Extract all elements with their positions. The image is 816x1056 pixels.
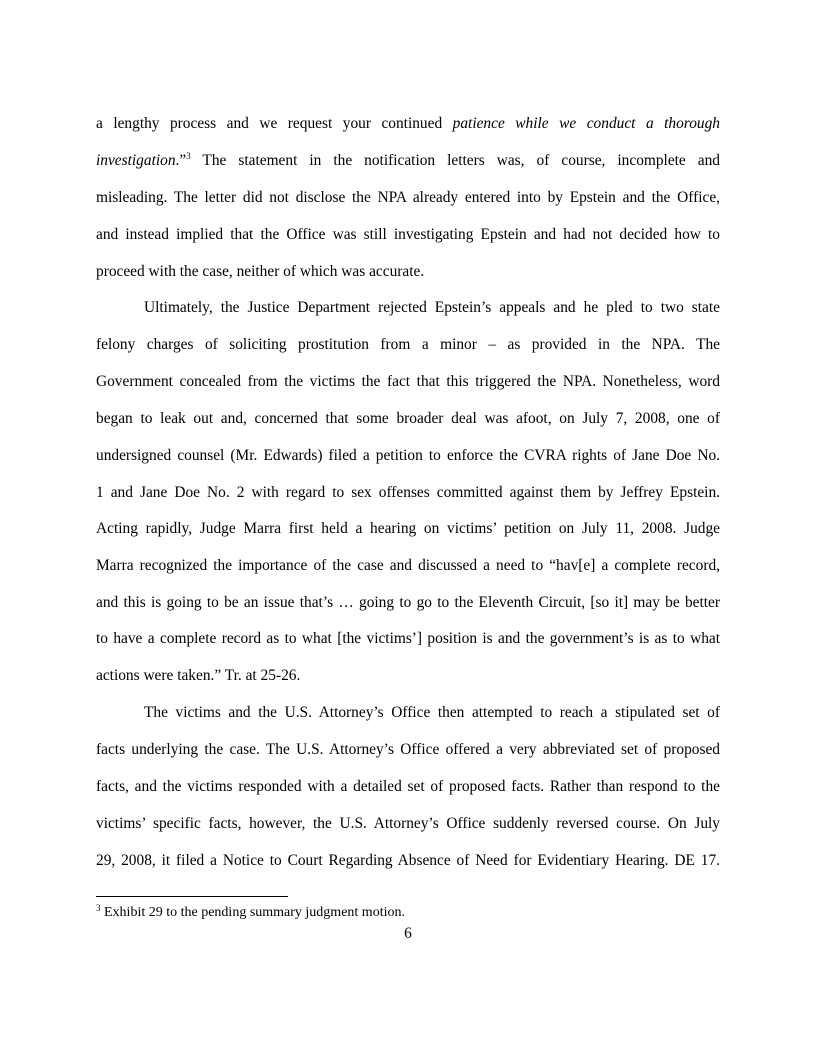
footnote-separator — [96, 896, 288, 897]
body-line: facts, and the victims responded with a detailed set of proposed facts. Rather than respond to the — [96, 778, 720, 795]
body-line: misleading. The letter did not disclose the NPA already entered into by Epstein and the Office, — [96, 189, 720, 206]
body-line: The victims and the U.S. Attorney’s Office then attempted to reach a stipulated set of — [144, 704, 720, 721]
body-line: to have a complete record as to what [the victims’] position is and the government’s is as to what — [96, 630, 720, 647]
page-number: 6 — [404, 925, 412, 942]
body-line: Ultimately, the Justice Department rejected Epstein’s appeals and he pled to two state — [144, 299, 720, 316]
italic-text: investigation — [96, 152, 176, 169]
body-line: facts underlying the case. The U.S. Attorney’s Office offered a very abbreviated set of proposed — [96, 741, 720, 758]
body-line: and this is going to be an issue that’s … going to go to the Eleventh Circuit, [so it] may be better — [96, 594, 720, 611]
body-line: 1 and Jane Doe No. 2 with regard to sex offenses committed against them by Jeffrey Epstein. — [96, 484, 720, 501]
body-line: proceed with the case, neither of which was accurate. — [96, 263, 425, 280]
body-line: Government concealed from the victims the fact that this triggered the NPA. Nonetheless, word — [96, 373, 720, 390]
footnote-text: Exhibit 29 to the pending summary judgment motion. — [100, 905, 405, 920]
body-line: 29, 2008, it filed a Notice to Court Regarding Absence of Need for Evidentiary Hearing. DE 17. — [96, 852, 720, 869]
body-line: undersigned counsel (Mr. Edwards) filed a petition to enforce the CVRA rights of Jane Doe No. — [96, 447, 720, 464]
body-line: victims’ specific facts, however, the U.S. Attorney’s Office suddenly reversed course. On July — [96, 815, 720, 832]
body-line: investigation.”$^3$ The statement in the notification letters was, of course, incomplete and — [96, 151, 720, 169]
body-line: Acting rapidly, Judge Marra first held a hearing on victims’ petition on July 11, 2008. Judge — [96, 520, 720, 537]
body-line: felony charges of soliciting prostitution from a minor – as provided in the NPA. The — [96, 336, 720, 353]
body-line: Marra recognized the importance of the case and discussed a need to “hav[e] a complete record, — [96, 557, 720, 574]
body-line: and instead implied that the Office was still investigating Epstein and had not decided how to — [96, 226, 720, 243]
footnote-reference: 3 — [186, 151, 191, 161]
body-line: a lengthy process and we request your continued patience while we conduct a thorough — [96, 115, 720, 132]
footnote — [96, 904, 405, 922]
body-line: began to leak out and, concerned that some broader deal was afoot, on July 7, 2008, one of — [96, 410, 720, 427]
body-line: actions were taken.” Tr. at 25-26. — [96, 667, 301, 684]
footnote-mark: 3 — [96, 903, 101, 913]
italic-text: patience while we conduct a thorough — [452, 115, 720, 132]
